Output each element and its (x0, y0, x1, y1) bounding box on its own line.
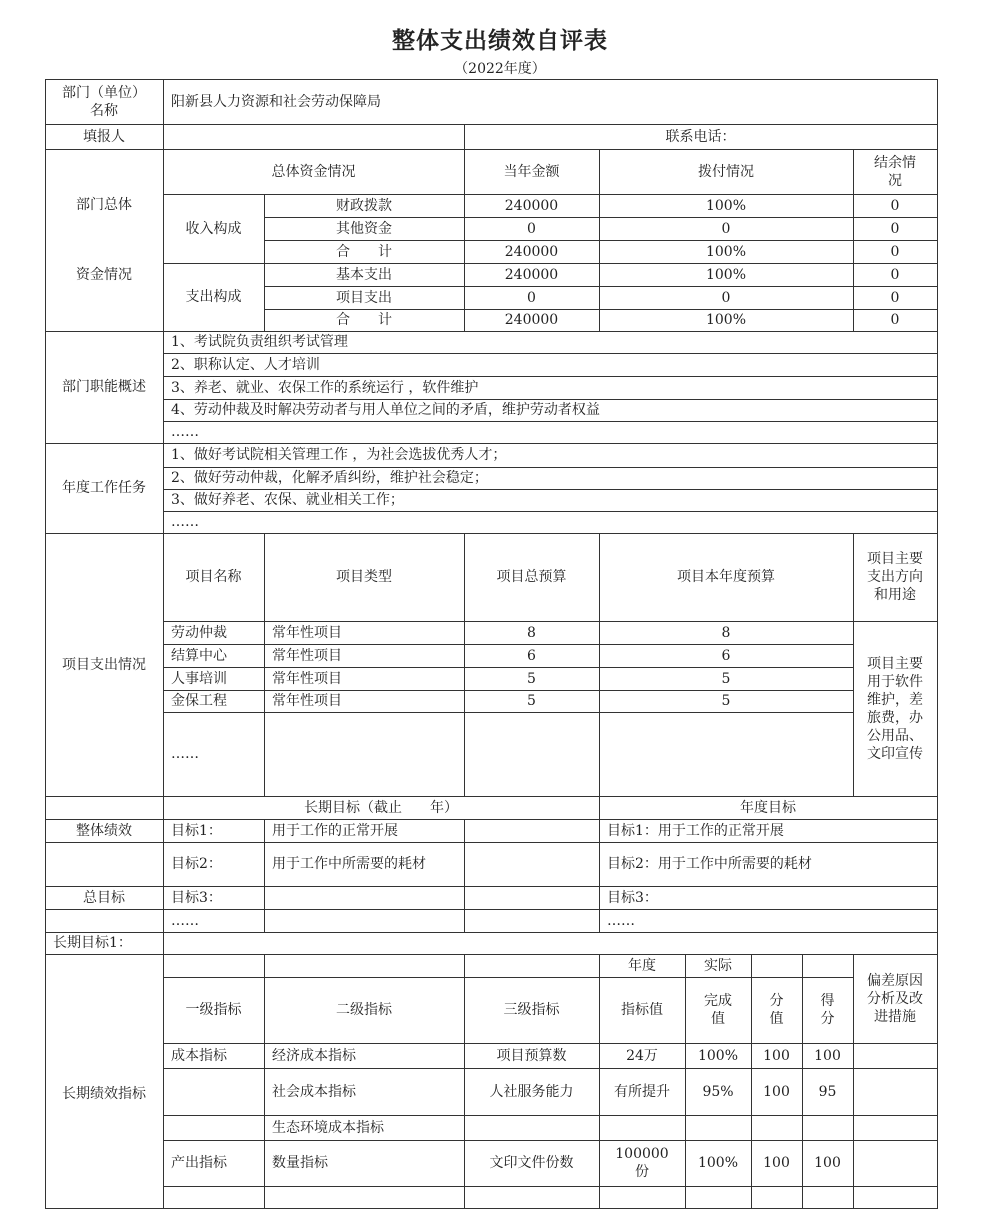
indicators-header-actual-top: 实际 (704, 957, 732, 974)
income-item-payment: 0 (721, 220, 731, 237)
task-item: …… (171, 514, 199, 530)
income-item-balance: 0 (890, 197, 900, 214)
project-year-budget: 6 (721, 647, 731, 664)
projects-header-year: 项目本年度预算 (677, 569, 775, 585)
project-name: 人事培训 (171, 670, 227, 687)
dept-name-value: 阳新县人力资源和社会劳动保障局 (171, 93, 381, 110)
function-item: 4、劳动仲裁及时解决劳动者与用人单位之间的矛盾，维护劳动者权益 (171, 402, 600, 418)
indicators-header-analysis: 偏差原因分析及改进措施 (867, 972, 923, 1025)
annual-header: 年度目标 (740, 799, 796, 816)
expense-item-name: 合 计 (336, 312, 392, 328)
goal-key: 目标2： (171, 856, 222, 872)
expense-label: 支出构成 (185, 289, 242, 305)
indicators-header-l3: 三级指标 (503, 1002, 560, 1018)
funds-section-label: 资金情况 (76, 267, 132, 283)
indicators-header-year-top: 年度 (628, 957, 656, 974)
project-year-budget: 5 (721, 670, 731, 687)
indicator-actual: 95% (702, 1083, 734, 1100)
expense-item-name: 基本支出 (336, 266, 392, 283)
project-name: 结算中心 (171, 647, 227, 664)
projects-header-total: 项目总预算 (496, 569, 567, 585)
project-total-budget: 8 (527, 624, 536, 641)
indicator-l3: 项目预算数 (496, 1047, 567, 1064)
page-subtitle: （2022年度） (454, 61, 546, 77)
expense-item-payment: 100% (705, 312, 747, 328)
indicator-points (751, 1115, 802, 1140)
funds-header-overall: 总体资金情况 (271, 163, 356, 180)
indicators-header-year: 指标值 (621, 1002, 663, 1018)
page-title: 整体支出绩效自评表 (392, 27, 608, 54)
goal-ellipsis: …… (607, 912, 635, 929)
expense-item-payment: 0 (721, 289, 731, 306)
indicator-score: 100 (814, 1047, 841, 1064)
goal-ellipsis: …… (171, 912, 199, 929)
project-year-budget: 8 (721, 624, 731, 641)
indicator-score: 95 (818, 1083, 837, 1100)
funds-header-amount: 当年金额 (503, 163, 560, 180)
project-type: 常年性项目 (272, 647, 342, 664)
indicators-header-score: 得分 (820, 993, 835, 1027)
projects-header-type: 项目类型 (336, 569, 392, 585)
expense-item-amount: 0 (527, 289, 536, 306)
indicator-l2: 社会成本指标 (272, 1083, 356, 1100)
goal-annual: 目标2：用于工作中所需要的耗材 (607, 856, 812, 872)
expense-item-balance: 0 (890, 289, 900, 306)
project-total-budget: 5 (527, 693, 536, 709)
expense-item-amount: 240000 (504, 266, 559, 283)
goals-label: 总目标 (83, 889, 125, 906)
indicator-l3 (464, 1115, 599, 1140)
indicator-actual: 100% (697, 1155, 739, 1171)
table-rule (163, 124, 164, 149)
indicator-value: 100000份 (615, 1146, 669, 1180)
indicator-actual: 100% (697, 1047, 739, 1064)
table-rule (163, 1186, 937, 1187)
funds-section-label: 部门总体 (76, 197, 132, 213)
goal-long-term (264, 886, 464, 909)
funds-header-balance: 结余情况 (874, 154, 916, 189)
filler-label: 填报人 (83, 128, 125, 145)
goal-annual: 目标1：用于工作的正常开展 (607, 822, 784, 839)
goal-key: 目标1： (171, 822, 222, 839)
task-item: 1、做好考试院相关管理工作 ，为社会选拔优秀人才； (171, 447, 507, 463)
indicator-points: 100 (763, 1047, 790, 1064)
indicator-score (802, 1115, 853, 1140)
project-ellipsis: …… (171, 746, 199, 762)
expense-item-balance: 0 (890, 266, 900, 283)
table-rule (45, 954, 163, 955)
income-item-amount: 240000 (504, 197, 559, 214)
table-rule (163, 932, 164, 954)
income-item-name: 合 计 (336, 243, 392, 260)
tasks-label: 年度工作任务 (62, 480, 146, 496)
function-item: …… (171, 424, 199, 440)
table-rule (45, 1208, 937, 1209)
projects-use-text: 项目主要用于软件维护，差旅费，办公用品、文印宣传 (867, 655, 923, 762)
goal-long-term: 用于工作的正常开展 (272, 822, 398, 839)
project-total-budget: 6 (527, 647, 536, 664)
project-total-budget: 5 (527, 670, 536, 687)
project-type: 常年性项目 (272, 693, 342, 709)
project-type: 常年性项目 (272, 670, 342, 687)
expense-item-amount: 240000 (504, 312, 559, 328)
funds-header-payment: 拨付情况 (698, 163, 754, 180)
function-item: 2、职称认定、人才培训 (171, 356, 320, 373)
long-term-header: 长期目标（截止 年） (304, 799, 458, 816)
indicator-points: 100 (763, 1083, 790, 1100)
indicator-value: 24万 (626, 1047, 658, 1064)
task-item: 2、做好劳动仲裁，化解矛盾纠纷，维护社会稳定； (171, 470, 488, 486)
table-rule (45, 932, 937, 933)
expense-item-balance: 0 (890, 312, 900, 328)
indicator-points: 100 (763, 1155, 790, 1171)
income-item-payment: 100% (705, 243, 747, 260)
goal-key: 目标3： (171, 889, 222, 906)
table-rule (937, 79, 938, 1209)
phone-label: 联系电话： (665, 128, 736, 145)
table-rule (163, 712, 853, 713)
indicators-label: 长期绩效指标 (62, 1086, 146, 1102)
projects-label: 项目支出情况 (62, 656, 146, 673)
indicator-l2: 经济成本指标 (272, 1047, 356, 1064)
function-item: 1、考试院负责组织考试管理 (171, 334, 348, 350)
dept-name-label: 部门（单位）名称 (62, 84, 146, 119)
project-year-budget: 5 (721, 693, 731, 709)
goal-annual: 目标3： (607, 889, 658, 906)
income-item-amount: 240000 (504, 243, 559, 260)
indicator-value: 有所提升 (614, 1083, 670, 1100)
income-item-amount: 0 (527, 220, 536, 237)
indicator-l1: 产出指标 (171, 1155, 227, 1171)
income-item-name: 其他资金 (336, 220, 392, 237)
indicators-header-l2: 二级指标 (336, 1002, 392, 1018)
indicator-l2: 数量指标 (272, 1155, 328, 1171)
project-name: 金保工程 (171, 693, 227, 709)
indicator-actual (685, 1115, 751, 1140)
table-rule (163, 954, 937, 955)
function-item: 3、养老、就业、农保工作的系统运行 ，软件维护 (171, 379, 479, 396)
project-name: 劳动仲裁 (171, 624, 227, 641)
indicators-header-actual: 完成值 (704, 993, 732, 1027)
projects-header-use: 项目主要支出方向和用途 (867, 551, 923, 603)
project-type: 常年性项目 (272, 624, 342, 641)
indicator-l3: 文印文件份数 (489, 1155, 574, 1171)
income-label: 收入构成 (185, 220, 242, 237)
income-item-name: 财政拨款 (336, 197, 392, 214)
expense-item-name: 项目支出 (336, 289, 392, 306)
table-rule (464, 819, 465, 932)
indicator-l1: 成本指标 (171, 1047, 227, 1064)
indicator-l1 (163, 1115, 264, 1140)
indicators-header-l1: 一级指标 (185, 1002, 242, 1018)
long-term-goal-label: 长期目标1： (53, 935, 132, 951)
indicators-header-points: 分值 (769, 993, 784, 1027)
goal-long-term: 用于工作中所需要的耗材 (272, 856, 426, 872)
income-item-payment: 100% (705, 197, 747, 214)
indicator-l2: 生态环境成本指标 (272, 1119, 384, 1136)
indicator-l1 (163, 1068, 264, 1115)
indicator-score: 100 (814, 1155, 841, 1171)
indicator-l3: 人社服务能力 (489, 1083, 574, 1100)
income-item-balance: 0 (890, 243, 900, 260)
indicator-value (599, 1115, 685, 1140)
projects-header-name: 项目名称 (185, 569, 242, 585)
functions-label: 部门职能概述 (62, 379, 146, 395)
expense-item-payment: 100% (705, 266, 747, 283)
task-item: 3、做好养老、农保、就业相关工作； (171, 492, 404, 508)
goals-label: 整体绩效 (76, 822, 132, 839)
income-item-balance: 0 (890, 220, 900, 237)
